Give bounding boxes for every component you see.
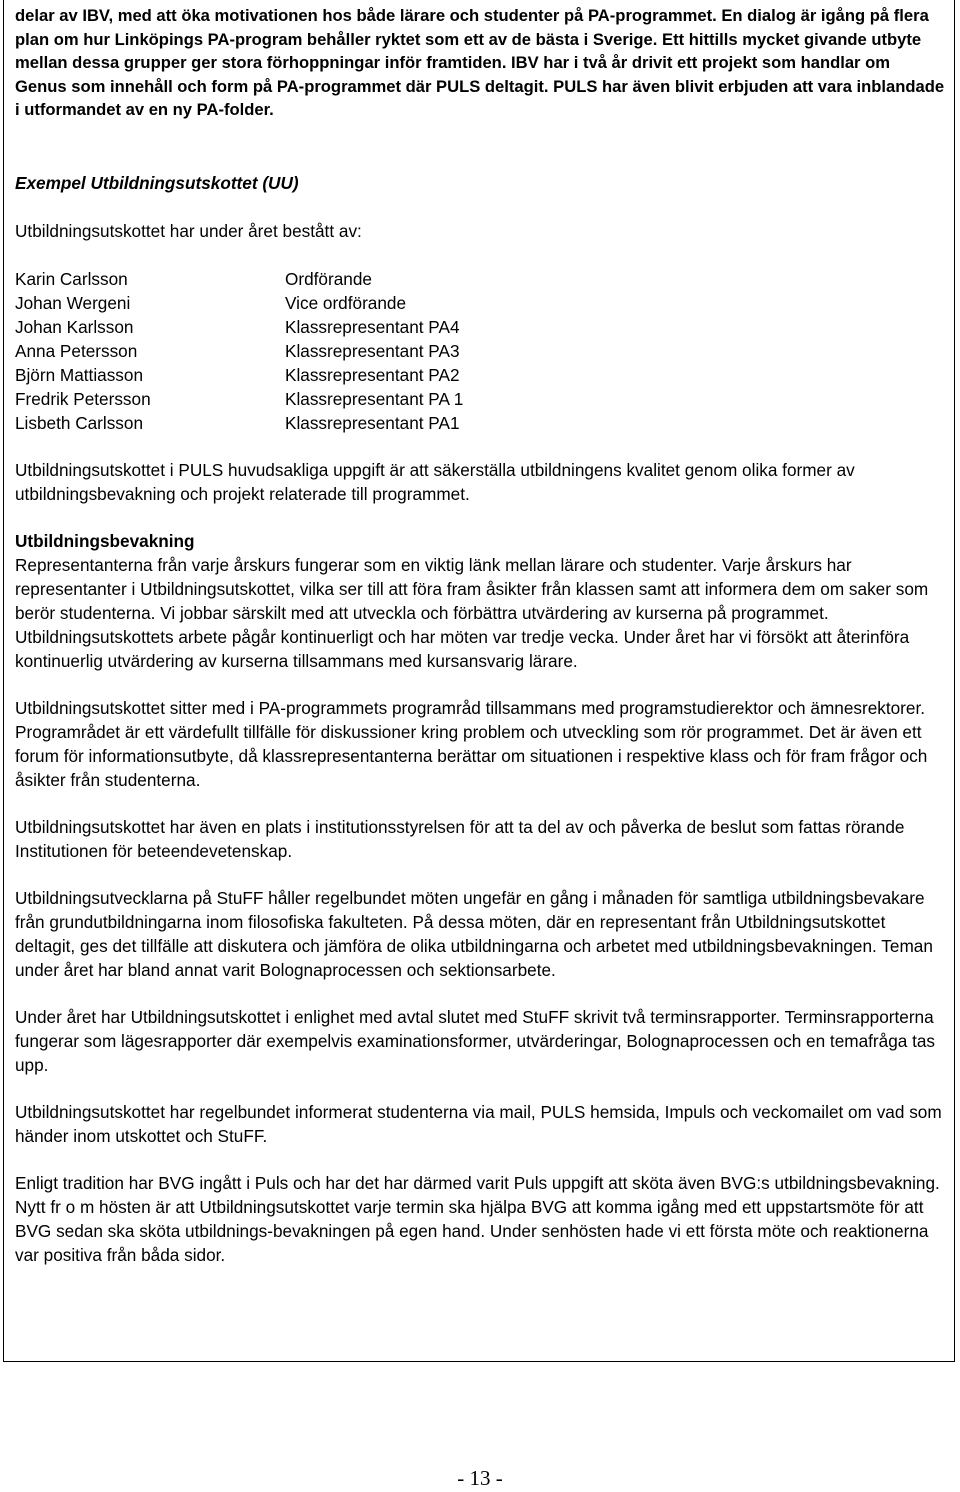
table-row (15, 291, 463, 315)
members-intro: Utbildningsutskottet har under året bestått av: (15, 220, 362, 241)
member-name: Fredrik Petersson (15, 388, 151, 409)
table-row (15, 387, 463, 411)
paragraph-board: Utbildningsutskottet har även en plats i institutionsstyrelsen för att ta del av och påverka de beslut som fattas rörande Institutionen för beteendevetenskap. (15, 816, 905, 861)
table-row (15, 339, 463, 363)
member-role: Vice ordförande (285, 292, 407, 313)
table-row (15, 411, 463, 435)
member-name: Johan Wergeni (15, 292, 131, 313)
subheading: Utbildningsbevakning (15, 530, 195, 551)
paragraph-monitoring: Representanterna från varje årskurs fungerar som en viktig länk mellan lärare och studenter. Varje årskurs har representanter i Utbildningsutskottet, vilka ser till att föra fram åsikter från klassen samt att informera dem om saker som berör studenterna. Vi jobbar särskilt med att utveckla och förbättra utvärdering av kurserna på programmet. Utbildningsutskottets arbete pågår kontinuerligt och har möten var tredje vecka. Under året har vi försökt att återinföra kontinuerlig utvärdering av kurserna tillsammans med kursansvarig lärare. (15, 554, 929, 671)
members-table (15, 267, 463, 435)
paragraph-bvg: Enligt tradition har BVG ingått i Puls och har det har därmed varit Puls uppgift att sköta även BVG:s utbildningsbevakning. Nytt fr o m hösten är att Utbildningsutskottet varje termin ska hjälpa BVG att komma igång med ett uppstartsmöte för att BVG sedan ska sköta utbildnings-bevakningen på egen hand. Under senhösten hade vi ett första möte och reaktionerna var positiva från båda sidor. (15, 1172, 940, 1265)
member-name: Björn Mattiasson (15, 364, 144, 385)
member-role: Ordförande (285, 268, 372, 289)
member-role: Klassrepresentant PA4 (285, 316, 460, 337)
page-number: - 13 - (457, 1466, 503, 1490)
member-name: Anna Petersson (15, 340, 138, 361)
paragraph-council: Utbildningsutskottet sitter med i PA-programmets programråd tillsammans med programstudierektor och ämnesrektorer. Programrådet är ett värdefullt tillfälle för diskussioner kring problem och utveckling som rör programmet. Det är även ett forum för informationsutbyte, då klassrepresentanterna berättar om situationen i respektive klass och för fram frågor och åsikter från studenterna. (15, 697, 928, 790)
member-name: Johan Karlsson (15, 316, 134, 337)
document-body (15, 4, 945, 1267)
paragraph-stuff: Utbildningsutvecklarna på StuFF håller regelbundet möten ungefär en gång i månaden för samtliga utbildningsbevakare från grundutbildningarna inom filosofiska fakulteten. På dessa möten, där en representant från Utbildningsutskottet deltagit, ges det tillfälle att diskutera och jämföra de olika utbildningarna och arbetet med utbildningsbevakningen. Teman under året har bland annat varit Bolognaprocessen och sektionsarbete. (15, 887, 933, 980)
paragraph-task: Utbildningsutskottet i PULS huvudsakliga uppgift är att säkerställa utbildningens kvalitet genom olika former av utbildningsbevakning och projekt relaterade till programmet. (15, 459, 855, 504)
member-name: Karin Carlsson (15, 268, 128, 289)
section-title: Exempel Utbildningsutskottet (UU) (15, 172, 299, 193)
intro-paragraph: delar av IBV, med att öka motivationen hos både lärare och studenter på PA-programmet. En dialog är igång på flera plan om hur Linköpings PA-program behåller ryktet som ett av de bästa i Sverige. Ett hittills mycket givande utbyte mellan dessa grupper ger stora förhoppningar inför framtiden. IBV har i två år drivit ett projekt som handlar om Genus som innehåll och form på PA-programmet där PULS deltagit. PULS har även blivit erbjuden att vara inblandade i utformandet av en ny PA-folder. (15, 6, 945, 120)
paragraph-reports: Under året har Utbildningsutskottet i enlighet med avtal slutet med StuFF skrivit två terminsrapporter. Terminsrapporterna fungerar som lägesrapporter där exempelvis examinationsformer, utvärderingar, Bolognaprocessen och en temafråga tas upp. (15, 1006, 936, 1075)
paragraph-info: Utbildningsutskottet har regelbundet informerat studenterna via mail, PULS hemsida, Impuls och veckomailet om vad som händer inom utskottet och StuFF. (15, 1101, 942, 1146)
member-name: Lisbeth Carlsson (15, 412, 144, 433)
table-row (15, 363, 463, 387)
member-role: Klassrepresentant PA2 (285, 364, 460, 385)
table-row (15, 267, 463, 291)
member-role: Klassrepresentant PA1 (285, 412, 460, 433)
member-role: Klassrepresentant PA 1 (285, 388, 464, 409)
table-row (15, 315, 463, 339)
member-role: Klassrepresentant PA3 (285, 340, 460, 361)
